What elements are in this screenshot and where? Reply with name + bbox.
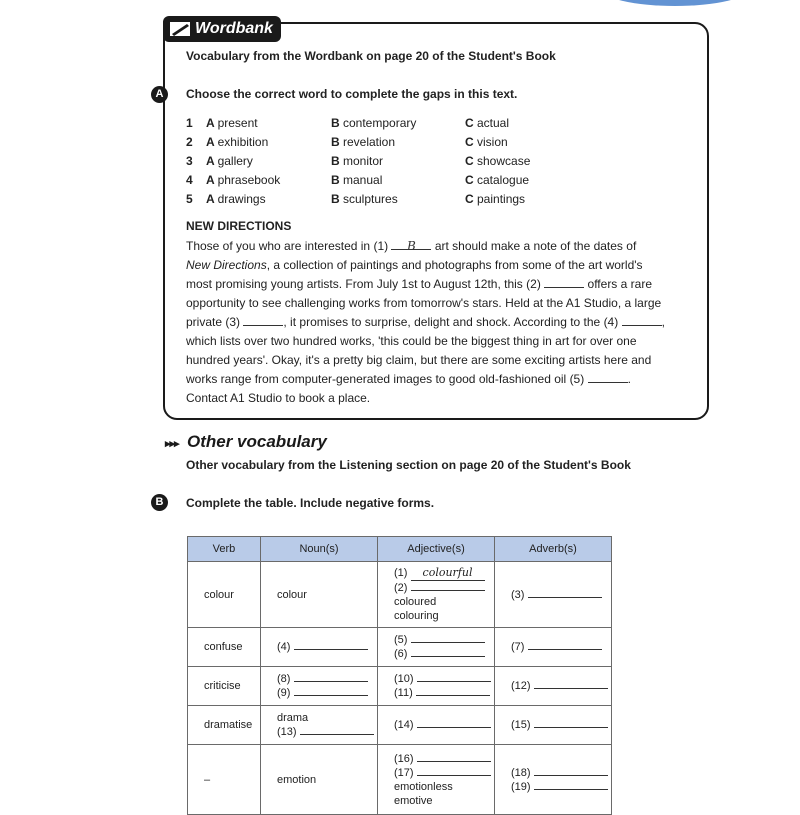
answer-field[interactable] [528,588,602,598]
noun-text: drama [277,712,309,724]
gap-3[interactable] [243,313,283,326]
text-line: hundred years'. Okay, it's a pretty big claim, but there are some exciting artists here and [186,353,652,367]
option-b[interactable]: B sculptures [331,192,398,206]
wordbank-icon [169,20,191,38]
table-row [188,745,612,815]
adverb-cell [495,667,612,706]
option-b[interactable]: B manual [331,173,383,187]
table-header-row [188,537,612,562]
table-row [188,667,612,706]
verb-cell: criticise [188,667,261,706]
verb-cell: dramatise [188,706,261,745]
text-line: Those of you who are interested in [186,239,371,253]
item-number: (16) [394,752,414,765]
other-vocab-subtitle: Other vocabulary from the Listening section on page 20 of the Student's Book [186,458,631,472]
adjective-cell [378,745,495,815]
item-number: (17) [394,766,414,779]
other-vocab-title: Other vocabulary [187,432,327,451]
text-line: . [627,372,631,386]
item-number: (6) [394,648,408,660]
text-line: , [661,315,665,329]
verb-cell: colour [188,562,261,628]
item-number: (19) [511,780,531,793]
gap-number: (5) [569,372,585,386]
answer-field[interactable] [294,672,368,682]
option-number: 1 [186,116,193,130]
text-line: most promising young artists. From July 1st to August 12th, this [186,277,523,291]
gap-2[interactable] [544,275,584,288]
item-number: (1) [394,567,408,579]
answer-field[interactable] [411,647,485,657]
wordbank-subtitle: Vocabulary from the Wordbank on page 20 of the Student's Book [186,49,556,63]
item-number: (11) [394,687,413,699]
option-a[interactable]: A present [206,116,258,130]
answer-field[interactable] [416,686,490,696]
option-b[interactable]: B monitor [331,154,384,168]
text-line: works range from computer-generated images to good old-fashioned oil [186,372,567,386]
text-line: Contact A1 Studio to book a place. [186,391,371,405]
adjective-cell [378,628,495,667]
adjective-cell [378,562,495,628]
verb-cell: confuse [188,628,261,667]
answer-field[interactable] [534,766,608,776]
option-number: 3 [186,154,193,168]
header-adverbs: Adverb(s) [495,537,612,562]
option-c[interactable]: C showcase [465,154,531,168]
answer-field[interactable] [417,718,491,728]
section-a-instruction: Choose the correct word to complete the gaps in this text. [186,87,518,101]
adjective-text: emotionless [394,780,453,793]
answer-field[interactable] [417,766,491,776]
gap-number: (1) [373,239,389,253]
answer-field[interactable] [534,718,608,728]
option-number: 4 [186,173,193,187]
answer-field[interactable] [534,679,608,689]
adjective-text: emotive [394,794,433,807]
wordbank-title: Wordbank [195,20,273,37]
gap-1-answer[interactable]: B [391,237,431,250]
section-a-badge: A [151,86,168,103]
answer-field[interactable] [300,725,374,735]
item-number: (3) [511,588,525,601]
option-b[interactable]: B contemporary [331,116,417,130]
adverb-cell [495,745,612,815]
item-number: (18) [511,766,531,779]
word-formation-table [187,536,612,815]
item-number: (13) [277,726,297,738]
gap-number: (3) [225,315,241,329]
item-number: (9) [277,687,291,699]
noun-cell [261,667,378,706]
answer-field[interactable] [417,752,491,762]
gap-number: (2) [526,277,541,291]
option-c[interactable]: C paintings [465,192,526,206]
exhibition-name: New Directions [186,258,267,272]
option-b[interactable]: B revelation [331,135,396,149]
text-line: opportunity to see challenging works from tomorrow's stars. Held at the A1 Studio, a large [186,296,662,310]
adjective-text: colouring [394,610,439,622]
noun-cell: colour [261,562,378,628]
item-number: (8) [277,673,291,685]
adverb-cell [495,706,612,745]
text-line: , a collection of paintings and photographs from some of the art world's [266,258,643,272]
adjective-cell [378,667,495,706]
noun-cell: emotion [261,745,378,815]
verb-cell: – [188,745,261,815]
answer-field[interactable] [417,672,491,682]
wordbank-tab [163,16,281,42]
option-a[interactable]: A phrasebook [206,173,281,187]
option-c[interactable]: C catalogue [465,173,530,187]
adverb-cell [495,562,612,628]
section-b-badge: B [151,494,168,511]
text-line: private [186,315,223,329]
option-c[interactable]: C actual [465,116,510,130]
gap-4[interactable] [622,313,662,326]
adjective-cell [378,706,495,745]
adjective-text: coloured [394,596,437,608]
answer-field[interactable] [294,640,368,650]
answer-field[interactable] [528,640,602,650]
gap-number: (4) [603,315,619,329]
text-line: , it promises to surprise, delight and shock. According to the [283,315,601,329]
option-a[interactable]: A exhibition [206,135,269,149]
item-number: (15) [511,719,531,731]
answer-field[interactable] [294,686,368,696]
item-number: (5) [394,634,408,646]
section-b-instruction: Complete the table. Include negative forms. [186,496,435,510]
table-row [188,562,612,628]
header-decoration [600,0,750,6]
text-line: offers a rare [587,277,652,291]
item-number: (10) [394,673,414,685]
header-nouns: Noun(s) [261,537,378,562]
header-verb: Verb [188,537,261,562]
item-number: (12) [511,680,531,692]
answer-field[interactable] [534,780,608,790]
item-number: (7) [511,641,525,653]
table-row [188,706,612,745]
noun-cell [261,628,378,667]
arrows-icon: ▸▸▸ [165,438,179,450]
answer-field[interactable] [411,633,485,643]
adverb-cell [495,628,612,667]
option-number: 5 [186,192,193,206]
item-number: (4) [277,641,291,653]
item-number: (14) [394,719,414,731]
option-c[interactable]: C vision [465,135,508,149]
table-row [188,628,612,667]
answer-field[interactable] [411,581,485,591]
gap-fill-text [186,237,706,408]
noun-cell [261,706,378,745]
text-line: which lists over two hundred works, 'this could be the biggest thing in art for over one [186,334,637,348]
option-a[interactable]: A gallery [206,154,253,168]
gap-5[interactable] [588,370,628,383]
header-adjectives: Adjective(s) [378,537,495,562]
item-number: (2) [394,582,408,594]
text-line: art should make a note of the dates of [434,239,637,253]
text-title: NEW DIRECTIONS [186,219,292,233]
option-number: 2 [186,135,193,149]
answer-field[interactable]: colourful [411,566,485,581]
option-a[interactable]: A drawings [206,192,266,206]
